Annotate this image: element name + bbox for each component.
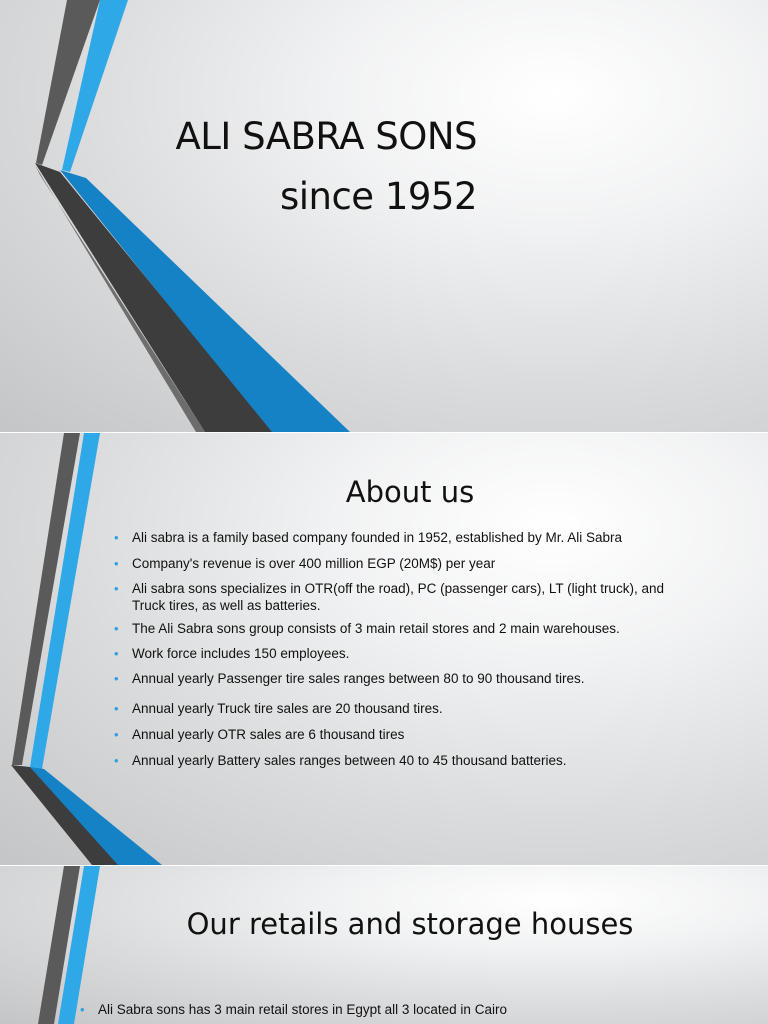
slide-heading: Our retails and storage houses (186, 907, 634, 941)
bullet-icon: • (114, 621, 119, 636)
title-line-1: ALI SABRA SONS (175, 115, 477, 158)
list-item: • Work force includes 150 employees. (114, 646, 350, 661)
bullet-icon: • (114, 556, 119, 571)
slide-heading: About us (345, 475, 475, 509)
bullet-icon: • (80, 1002, 85, 1017)
bullet-icon: • (114, 581, 119, 596)
bullet-icon: • (114, 671, 119, 686)
bullet-icon: • (114, 701, 119, 716)
list-item: • Ali Sabra sons has 3 main retail stores in Egypt all 3 located in Cairo (80, 1002, 507, 1017)
bullet-icon: • (114, 753, 119, 768)
about-us-slide (0, 433, 768, 865)
retails-slide (0, 866, 768, 1024)
list-item: • Ali sabra sons specializes in OTR(off the road), PC (passenger cars), LT (light truck), and Truck tires, as well as batteries. (114, 581, 664, 613)
list-item: • Annual yearly Passenger tire sales ranges between 80 to 90 thousand tires. (114, 671, 585, 686)
list-item: • Ali sabra is a family based company founded in 1952, established by Mr. Ali Sabra (114, 530, 623, 545)
list-item: • Company's revenue is over 400 million EGP (20M$) per year (114, 556, 496, 571)
title-slide (0, 0, 768, 432)
title-line-2: since 1952 (279, 175, 477, 218)
bullet-icon: • (114, 727, 119, 742)
list-item: • The Ali Sabra sons group consists of 3 main retail stores and 2 main warehouses. (114, 621, 620, 636)
list-item: • Annual yearly OTR sales are 6 thousand tires (114, 727, 405, 742)
bullet-icon: • (114, 530, 119, 545)
list-item: • Annual yearly Truck tire sales are 20 thousand tires. (114, 701, 443, 716)
bullet-icon: • (114, 646, 119, 661)
list-item: • Annual yearly Battery sales ranges between 40 to 45 thousand batteries. (114, 753, 567, 768)
